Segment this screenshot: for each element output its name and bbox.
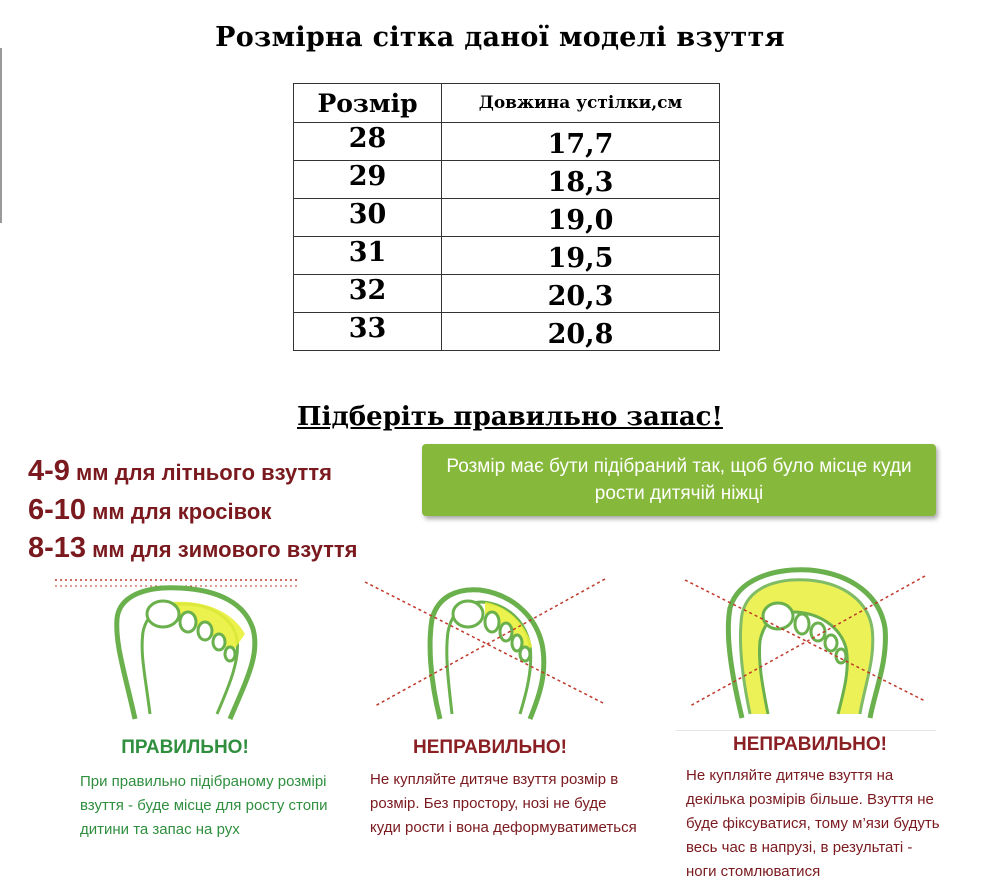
divider xyxy=(676,730,936,731)
table-row xyxy=(294,237,720,275)
info-banner xyxy=(422,444,936,516)
foot-correct-illustration xyxy=(55,574,305,724)
table-row xyxy=(294,161,720,199)
toe xyxy=(225,647,235,661)
allowance-range: 4-9 xyxy=(28,455,70,487)
length-cell: 19,5 xyxy=(442,237,720,275)
allowance-text: мм для кросівок xyxy=(86,499,272,524)
length-cell: 20,8 xyxy=(442,313,720,351)
allowance-sneakers xyxy=(28,494,271,527)
length-cell: 19,0 xyxy=(442,199,720,237)
big-toe xyxy=(453,601,483,627)
toe xyxy=(825,635,837,651)
size-table xyxy=(293,83,720,351)
big-toe xyxy=(147,601,179,627)
size-cell: 32 xyxy=(294,275,442,313)
length-cell: 17,7 xyxy=(442,123,720,161)
column-header-insole-length: Довжина устілки,см xyxy=(442,84,720,123)
size-cell: 30 xyxy=(294,199,442,237)
size-cell: 31 xyxy=(294,237,442,275)
page-title: Розмірна сітка даної моделі взуття xyxy=(215,22,785,53)
toe xyxy=(520,647,530,661)
advice-heading: Підберіть правильно запас! xyxy=(297,402,723,432)
size-cell: 33 xyxy=(294,313,442,351)
toe xyxy=(485,612,499,632)
table-row xyxy=(294,275,720,313)
verdict-too-big: НЕПРАВИЛЬНО! xyxy=(733,734,887,755)
toe xyxy=(836,649,846,663)
description-too-small: Не купляйте дитяче взуття розмір в розмір. Без простору, нозі не буде куди рости і вона деформуватиметься xyxy=(370,771,637,836)
table-row xyxy=(294,199,720,237)
table-row xyxy=(294,123,720,161)
table-row xyxy=(294,313,720,351)
foot-too-small-illustration xyxy=(360,574,610,724)
foot-too-big-illustration xyxy=(680,566,930,721)
column-header-size: Розмір xyxy=(294,84,442,123)
big-toe xyxy=(763,603,793,629)
table-header-row xyxy=(294,84,720,123)
length-cell: 18,3 xyxy=(442,161,720,199)
verdict-correct: ПРАВИЛЬНО! xyxy=(121,737,249,758)
allowance-text: мм для літнього взуття xyxy=(69,460,332,485)
description-correct: При правильно підібраному розмірі взуття - буде місце для росту стопи дитини та запас на рух xyxy=(80,773,328,838)
allowance-winter xyxy=(28,532,358,565)
size-cell: 28 xyxy=(294,123,442,161)
allowance-range: 8-13 xyxy=(28,532,87,564)
size-cell: 29 xyxy=(294,161,442,199)
verdict-too-small: НЕПРАВИЛЬНО! xyxy=(413,737,567,758)
toe xyxy=(180,612,196,632)
length-cell: 20,3 xyxy=(442,275,720,313)
banner-text: Розмір має бути підібраний так, щоб було місце куди рости дитячій ніжці xyxy=(446,456,912,504)
allowance-range: 6-10 xyxy=(28,494,87,526)
allowance-summer xyxy=(28,455,332,488)
allowance-text: мм для зимового взуття xyxy=(86,537,358,562)
description-too-big: Не купляйте дитяче взуття на декілька розмірів більше. Взуття не буде фіксуватися, тому м’язи будуть весь час в напрузі, в результаті - ноги стомлюватися xyxy=(686,767,940,880)
toe xyxy=(795,614,809,634)
toe xyxy=(213,634,225,650)
toe xyxy=(198,622,212,640)
edge-divider xyxy=(0,48,2,223)
